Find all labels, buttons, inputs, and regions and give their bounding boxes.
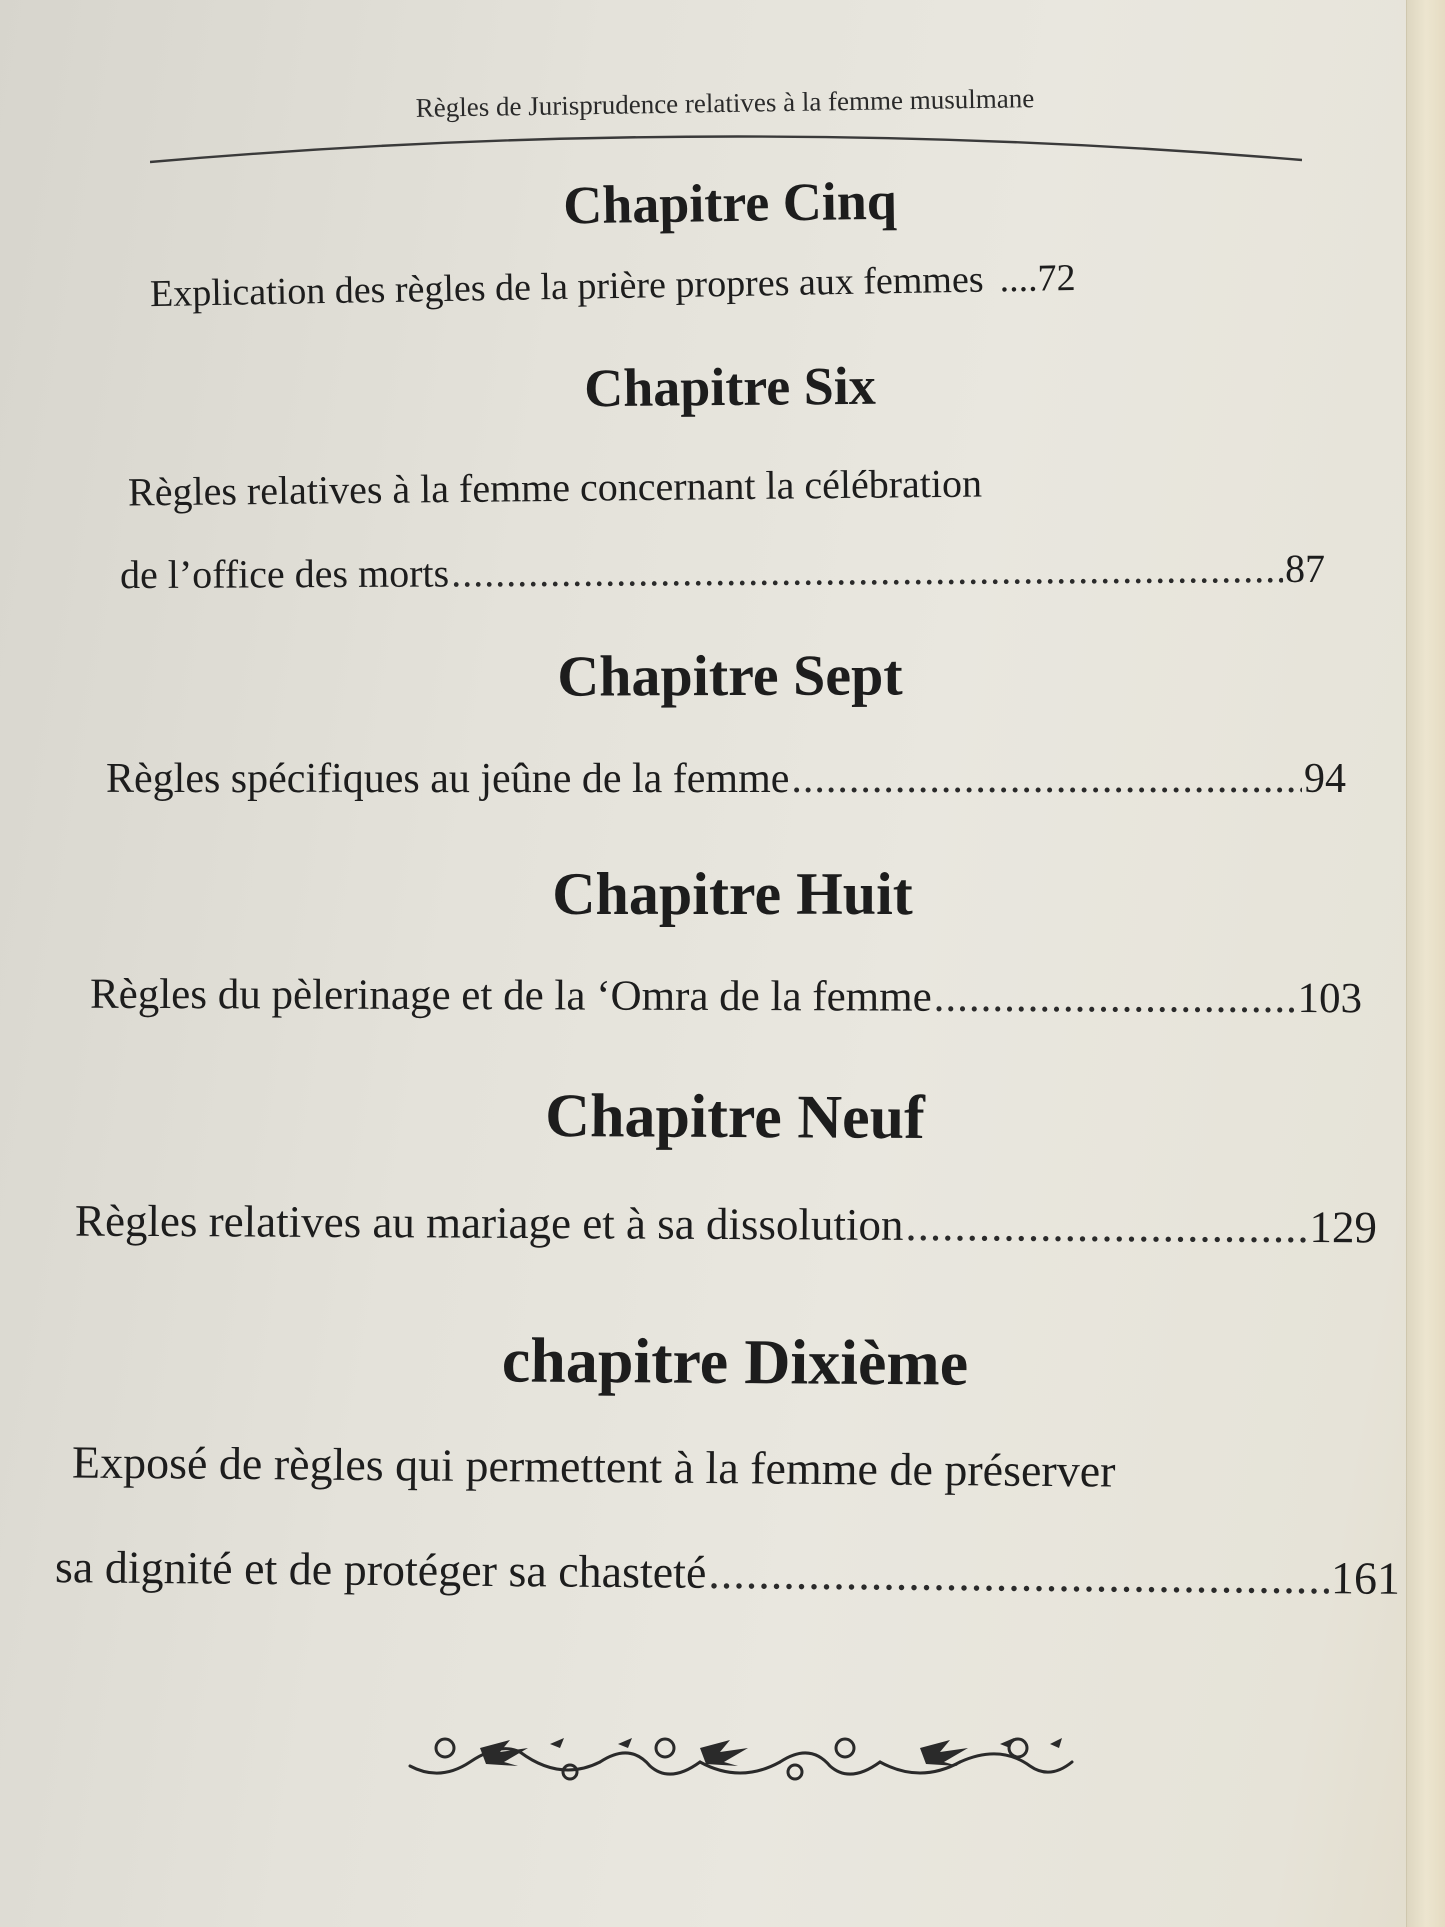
toc-leader [791, 755, 1302, 803]
chapter-title-10: chapitre Dixième [501, 1324, 969, 1399]
toc-leader [905, 1199, 1307, 1253]
toc-leader [708, 1546, 1329, 1604]
toc-entry-text: Règles du pèlerinage et de la ‘Omra de la femme [89, 970, 932, 1021]
toc-entry-10[interactable] [55, 1540, 1400, 1605]
toc-entry-text: Explication des règles de la prière propres aux femmes [149, 258, 984, 316]
toc-leader [934, 973, 1296, 1023]
toc-entry-10-line-1: Exposé de règles qui permettent à la femme de préserver [71, 1436, 1116, 1497]
toc-page-number: 161 [1330, 1552, 1401, 1604]
toc-entry-text: Règles spécifiques au jeûne de la femme [106, 756, 790, 802]
toc-leader: .... [999, 257, 1038, 301]
toc-page-number: 129 [1309, 1202, 1378, 1253]
toc-page-number: 87 [1284, 545, 1326, 592]
toc-entry-6-line-1: Règles relatives à la femme concernant la célébration [127, 460, 983, 515]
chapter-title-8: Chapitre Huit [552, 861, 913, 927]
toc-entry-9[interactable] [75, 1195, 1377, 1254]
chapter-title-6: Chapitre Six [583, 355, 877, 419]
toc-entry-text: sa dignité et de protéger sa chasteté [54, 1541, 707, 1598]
floral-divider-icon [400, 1722, 1080, 1792]
toc-entry-5[interactable] [150, 252, 1309, 316]
toc-entry-8[interactable] [90, 970, 1362, 1023]
toc-page-number: 103 [1297, 974, 1363, 1023]
toc-entry-6[interactable] [120, 545, 1325, 598]
toc-entry-7[interactable] [106, 755, 1346, 803]
chapter-title-5: Chapitre Cinq [562, 170, 898, 236]
toc-page-number: 72 [1037, 256, 1076, 300]
page-edge [1406, 0, 1445, 1927]
toc-entry-text: de l’office des morts [119, 550, 450, 598]
toc-page-number: 94 [1304, 756, 1346, 802]
toc-leader [451, 545, 1283, 596]
toc-entry-text: Règles relatives au mariage et à sa dissolution [74, 1195, 904, 1250]
chapter-title-9: Chapitre Neuf [545, 1082, 925, 1152]
chapter-title-7: Chapitre Sept [557, 642, 903, 709]
running-header: Règles de Jurisprudence relatives à la femme musulmane [415, 83, 1035, 123]
header-rule [150, 118, 1302, 166]
